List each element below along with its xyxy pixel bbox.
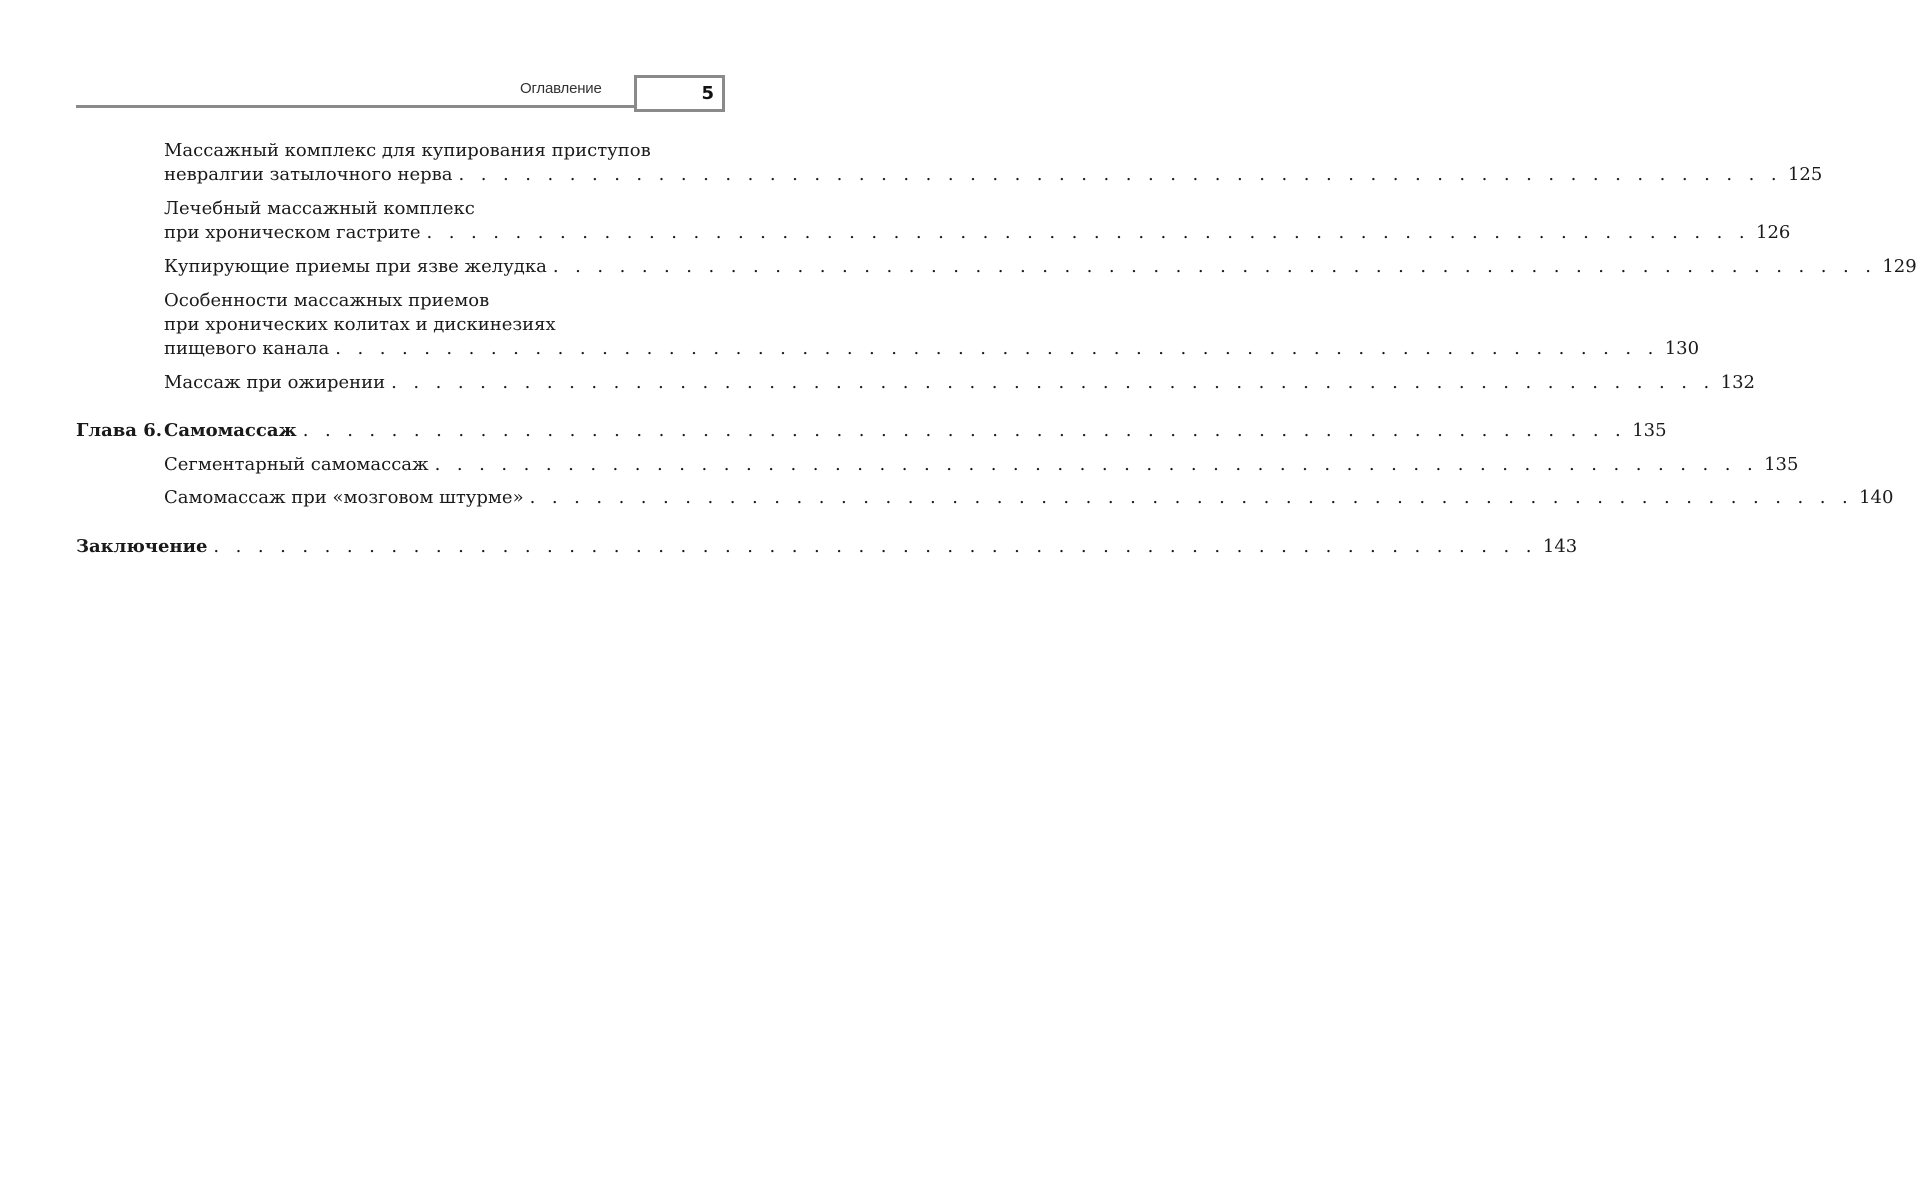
toc-entry-title: Самомассаж при «мозговом штурме»: [164, 487, 524, 508]
dot-leader: . . . . . . . . . . . . . . . . . . . . . . . . . . . . . . . . . . . . . . . . . . . . . . . . . . . . . . . . . . . .: [426, 222, 1751, 243]
dot-leader: . . . . . . . . . . . . . . . . . . . . . . . . . . . . . . . . . . . . . . . . . . . . . . . . . . . . . . . . . . . .: [458, 164, 1782, 185]
toc-entry-page: 126: [1756, 222, 1791, 243]
toc-entry-page: 129: [1882, 256, 1917, 277]
header-rule: [76, 105, 636, 108]
chapter-title: Самомассаж: [164, 420, 297, 441]
dot-leader: . . . . . . . . . . . . . . . . . . . . . . . . . . . . . . . . . . . . . . . . . . . . . . . . . . . . . . . . . . . .: [529, 487, 1854, 508]
toc-entry-line: при хронических колитах и дискинезиях: [164, 314, 556, 335]
toc-entry-title: при хроническом гастрите: [164, 222, 421, 243]
toc-entry[interactable]: [164, 255, 1917, 279]
toc-entry[interactable]: [164, 371, 1755, 395]
dot-leader: . . . . . . . . . . . . . . . . . . . . . . . . . . . . . . . . . . . . . . . . . . . . . . . . . . . . . . . . . . . .: [434, 454, 1759, 475]
page-number-box: [634, 75, 725, 112]
toc-entry-title: пищевого канала: [164, 338, 330, 359]
toc-entry[interactable]: [164, 197, 1791, 245]
conclusion-title: Заключение: [76, 536, 208, 557]
toc-entry-page: 135: [1764, 454, 1799, 475]
running-head: Оглавление: [520, 80, 602, 97]
toc-entry[interactable]: [164, 289, 1700, 361]
toc-entry-line: Особенности массажных приемов: [164, 290, 490, 311]
toc-entry-page: 125: [1787, 164, 1823, 185]
dot-leader: . . . . . . . . . . . . . . . . . . . . . . . . . . . . . . . . . . . . . . . . . . . . . . . . . . . . . . . . . . . .: [552, 256, 1877, 277]
toc-entry-line: Лечебный массажный комплекс: [164, 198, 475, 219]
dot-leader: . . . . . . . . . . . . . . . . . . . . . . . . . . . . . . . . . . . . . . . . . . . . . . . . . . . . . . . . . . . .: [213, 536, 1537, 557]
toc-entry-title: Сегментарный самомассаж: [164, 454, 429, 475]
page-number: 5: [701, 83, 714, 104]
toc-entry[interactable]: [164, 486, 1894, 510]
dot-leader: . . . . . . . . . . . . . . . . . . . . . . . . . . . . . . . . . . . . . . . . . . . . . . . . . . . . . . . . . . . .: [391, 372, 1715, 393]
toc-entry-title: Массаж при ожирении: [164, 372, 386, 393]
toc-entry-title: Купирующие приемы при язве желудка: [164, 256, 547, 277]
toc-entry-page: 140: [1859, 487, 1894, 508]
toc-conclusion[interactable]: [76, 535, 1578, 559]
toc-entry-title: невралгии затылочного нерва: [164, 164, 453, 185]
chapter-page: 135: [1632, 420, 1667, 441]
dot-leader: . . . . . . . . . . . . . . . . . . . . . . . . . . . . . . . . . . . . . . . . . . . . . . . . . . . . . . . . . . . .: [302, 420, 1627, 441]
conclusion-page: 143: [1542, 536, 1578, 557]
toc-entry-page: 130: [1664, 338, 1700, 359]
chapter-label: Глава 6.: [76, 420, 163, 441]
dot-leader: . . . . . . . . . . . . . . . . . . . . . . . . . . . . . . . . . . . . . . . . . . . . . . . . . . . . . . . . . . . .: [335, 338, 1659, 359]
toc-entry-line: Массажный комплекс для купирования приступов: [164, 140, 651, 161]
toc-entry-page: 132: [1720, 372, 1755, 393]
toc-entry[interactable]: [164, 453, 1799, 477]
toc-entry[interactable]: [164, 139, 1823, 187]
